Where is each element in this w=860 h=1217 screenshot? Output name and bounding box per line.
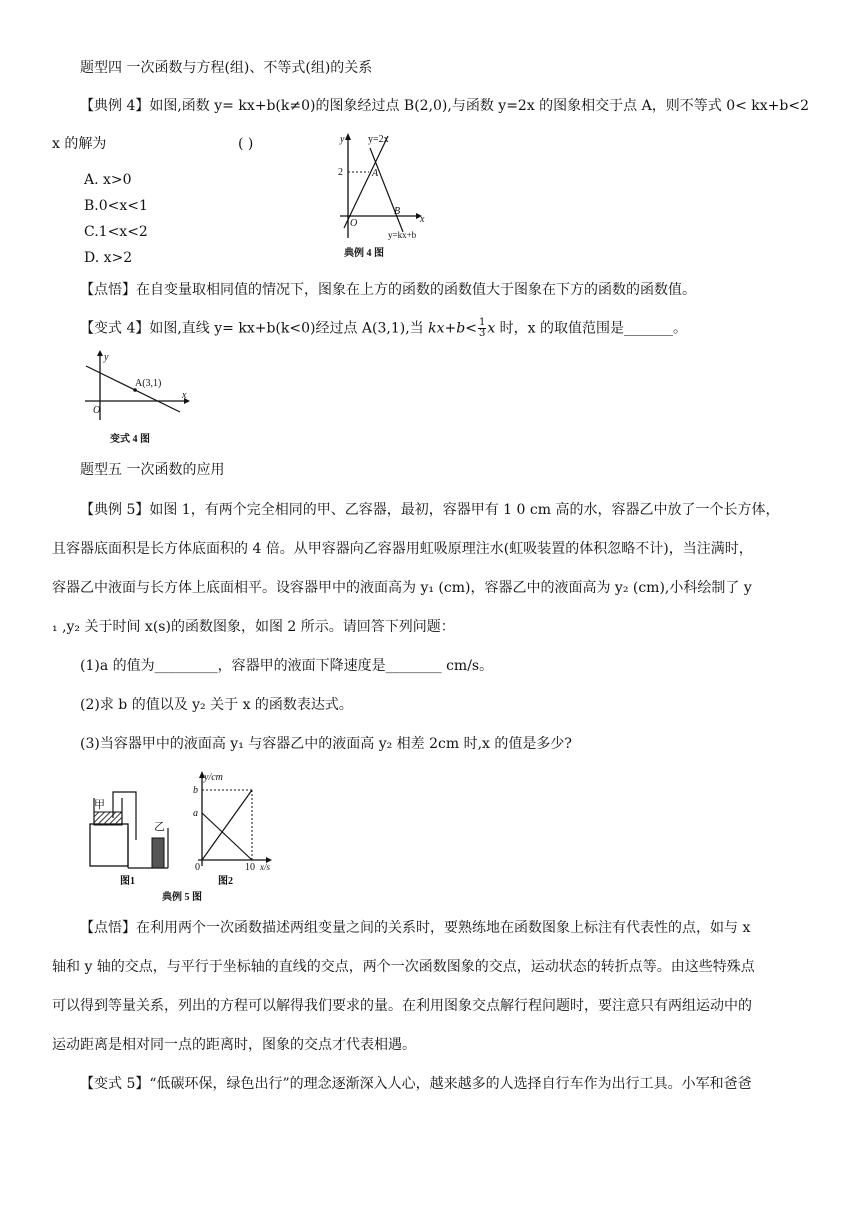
- line-y-kx-b: [370, 148, 403, 232]
- y-label: y: [340, 134, 345, 145]
- figure-caption: 典例 4 图: [344, 248, 384, 259]
- fig2-line-y1: [202, 813, 252, 860]
- label-y-kx-b: y=kx+b: [388, 230, 417, 240]
- example5-figure: [80, 768, 280, 908]
- y-label: y: [104, 352, 109, 363]
- origin-label: O: [93, 405, 101, 416]
- tick-2: 2: [338, 167, 343, 178]
- label-yi: 乙: [154, 821, 165, 833]
- water-jia: [94, 812, 122, 825]
- option-c: C.1<x<2: [84, 224, 148, 240]
- label-jia: 甲: [94, 799, 105, 811]
- example4-answer-paren: ( ): [238, 136, 254, 152]
- y-axis-arrow: [345, 133, 351, 140]
- question-3: (3)当容器甲中的液面高 y₁ 与容器乙中的液面高 y₂ 相差 2cm 时,x 的值是多少?: [80, 736, 572, 752]
- variant4-fraction: [478, 318, 486, 339]
- cuboid: [152, 838, 164, 868]
- question-2: (2)求 b 的值以及 y₂ 关于 x 的函数表达式。: [80, 697, 353, 713]
- section-heading-4: 题型四 一次函数与方程(组)、不等式(组)的关系: [80, 60, 373, 76]
- example5-line1: 【典例 5】如图 1，有两个完全相同的甲、乙容器，最初，容器甲有 1 0 cm 高的水，容器乙中放了一个长方体，: [80, 502, 780, 518]
- fig2-x-label: x/s: [260, 862, 270, 872]
- section-heading-5: 题型五 一次函数的应用: [80, 462, 225, 478]
- example5-line4: ₁ ,y₂ 关于时间 x(s)的函数图象，如图 2 所示。请回答下列问题：: [52, 619, 455, 635]
- example5-line2: 且容器底面积是长方体底面积的 4 倍。从甲容器向乙容器用虹吸原理注水(虹吸装置的体积忽略不计)，当注满时，: [52, 541, 753, 557]
- option-a: A. x>0: [84, 172, 132, 188]
- figure-caption: 变式 4 图: [110, 434, 150, 445]
- variant4-figure: [80, 350, 195, 450]
- variant4-expr-right: x: [487, 320, 496, 337]
- example4-figure: [320, 128, 430, 260]
- insight5-line2: 轴和 y 轴的交点，与平行于坐标轴的直线的交点，两个一次函数图象的交点，运动状态的转折点等。由这些特殊点: [52, 959, 755, 975]
- option-b: B.0<x<1: [84, 198, 148, 214]
- origin-label: O: [350, 218, 358, 229]
- fig2-y-label: y/cm: [204, 772, 223, 783]
- fig1-label: 图1: [120, 876, 135, 887]
- y-axis-arrow: [97, 350, 103, 356]
- label-y-2x: y=2x: [368, 134, 389, 145]
- point-a-label: A: [372, 168, 379, 179]
- variant4-expr-left: kx+b<: [428, 320, 477, 337]
- option-d: D. x>2: [84, 250, 133, 266]
- figure-caption: 典例 5 图: [162, 892, 202, 903]
- fraction-numerator: 1: [478, 317, 486, 328]
- variant4-prefix: 【变式 4】如图,直线 y= kx+b(k<0)经过点 A(3,1),当: [80, 320, 429, 337]
- x-label: x: [420, 214, 425, 225]
- point-b-label: B: [394, 206, 401, 217]
- fig2-line-y2: [202, 790, 252, 860]
- example5-line3: 容器乙中液面与长方体上底面相平。设容器甲中的液面高为 y₁ (cm)，容器乙中的液面高为 y₂ (cm),小科绘制了 y: [52, 580, 752, 596]
- variant4-question: [80, 318, 687, 339]
- example4-line1: 【典例 4】如图,函数 y= kx+b(k≠0)的图象经过点 B(2,0),与函数 y=2x 的图象相交于点 A，则不等式 0< kx+b<2: [80, 98, 809, 114]
- x-label: x: [182, 390, 187, 401]
- question-1: (1)a 的值为_________，容器甲的液面下降速度是________ cm/s。: [80, 658, 494, 674]
- point-a-label: A(3,1): [135, 378, 162, 389]
- example4-line2: x 的解为: [52, 136, 107, 152]
- fig2-tick-10: 10: [245, 862, 255, 873]
- fig2-tick-a: a: [193, 808, 198, 819]
- insight4: 【点悟】在自变量取相同值的情况下，图象在上方的函数的函数值大于图象在下方的函数的函数值。: [80, 282, 696, 298]
- variant4-suffix: 时，x 的取值范围是_______。: [495, 320, 688, 337]
- fig2-origin: 0: [195, 862, 200, 873]
- line-y-2x: [344, 136, 388, 228]
- insight5-line4: 运动距离是相对同一点的距离时，图象的交点才代表相遇。: [52, 1037, 416, 1053]
- fig2-tick-b: b: [193, 785, 198, 796]
- variant5: 【变式 5】“低碳环保，绿色出行”的理念逐渐深入人心，越来越多的人选择自行车作为出行工具。小军和爸爸: [80, 1076, 752, 1092]
- insight5-line1: 【点悟】在利用两个一次函数描述两组变量之间的关系时，要熟练地在函数图象上标注有代表性的点，如与 x: [80, 920, 751, 936]
- fig2-label: 图2: [218, 876, 233, 887]
- insight5-line3: 可以得到等量关系，列出的方程可以解得我们要求的量。在利用图象交点解行程问题时，要注意只有两组运动中的: [52, 998, 752, 1014]
- container-jia-base: [90, 824, 128, 866]
- fraction-denominator: 3: [478, 328, 486, 339]
